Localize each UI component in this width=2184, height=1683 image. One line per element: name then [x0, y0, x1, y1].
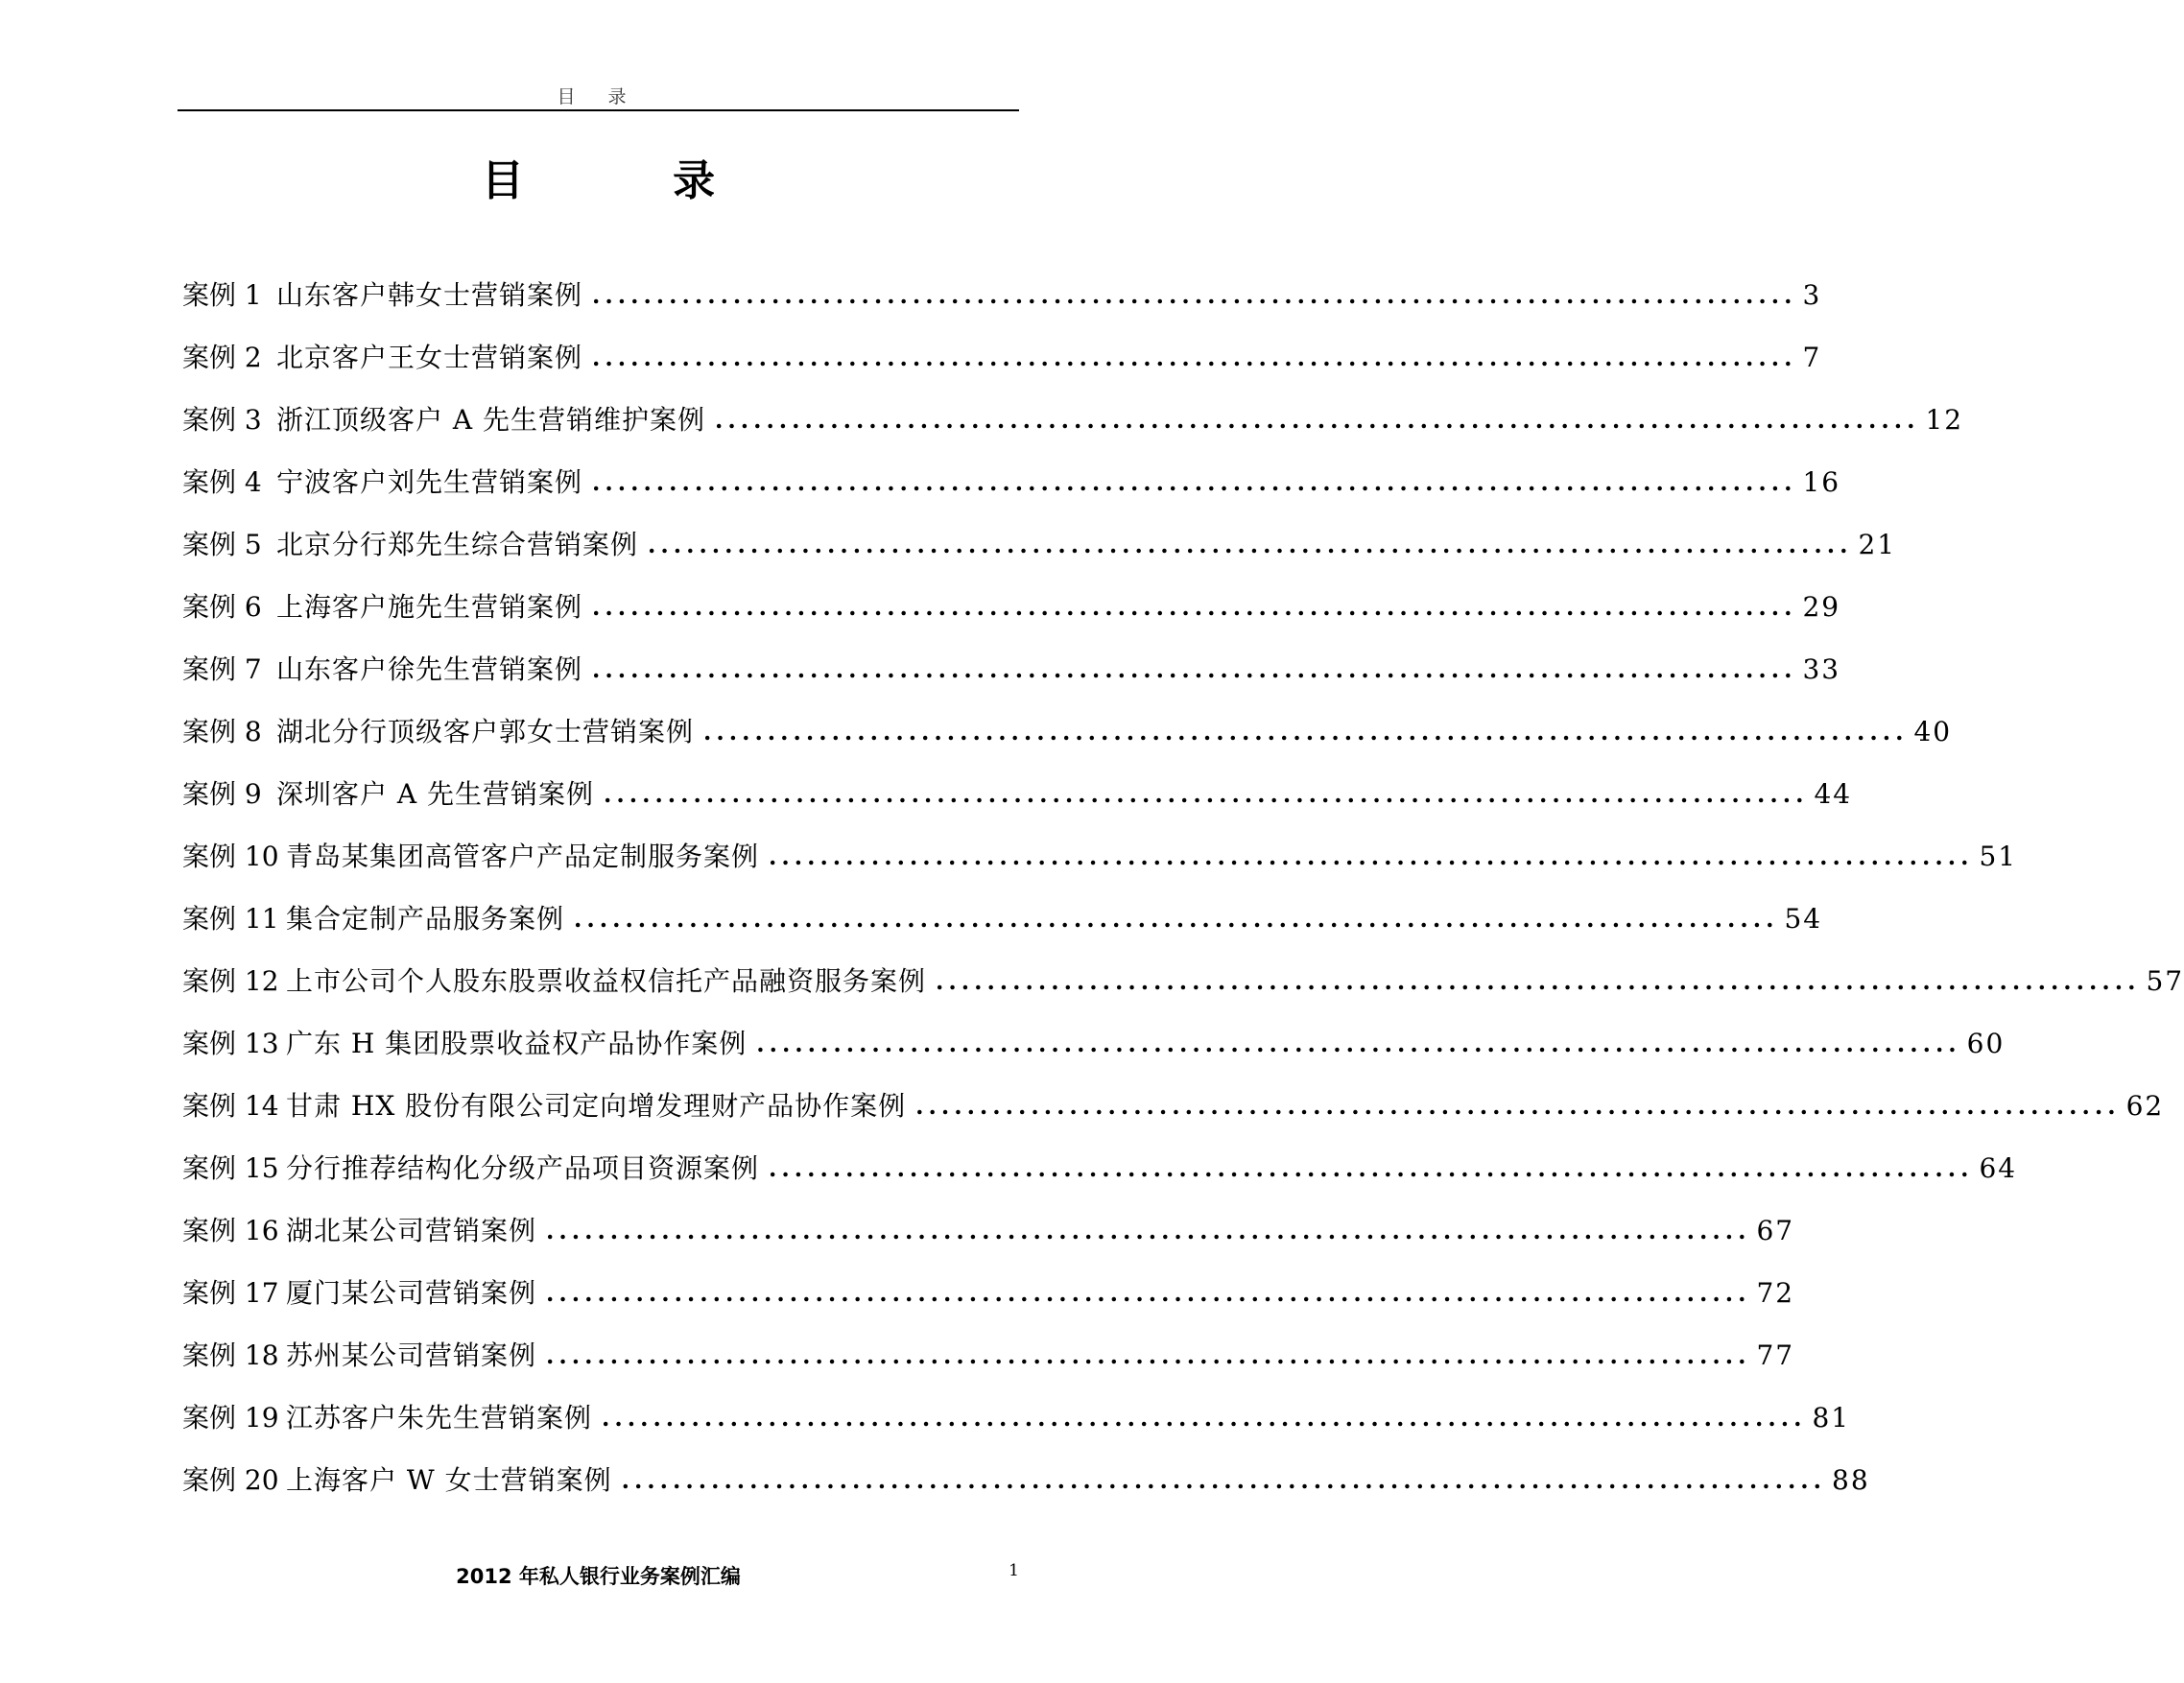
- table-of-contents: [182, 276, 2184, 1524]
- toc-leader-dots: ..............................................................................................: [574, 905, 1779, 933]
- toc-entry-title: 分行推荐结构化分级产品项目资源案例: [286, 1152, 760, 1184]
- toc-entry-title: 青岛某集团高管客户产品定制服务案例: [286, 841, 760, 872]
- toc-entry-number: 案例 3: [182, 404, 262, 436]
- toc-entry[interactable]: [182, 838, 2018, 900]
- toc-entry-title: 湖北某公司营销案例: [286, 1215, 537, 1246]
- toc-leader-dots: ..............................................................................................: [936, 967, 2141, 995]
- toc-entry-number: 案例 13: [182, 1028, 279, 1059]
- toc-leader-dots: ..............................................................................................: [915, 1092, 2121, 1120]
- toc-entry-page: 88: [1832, 1464, 1870, 1496]
- toc-entry-title: 湖北分行顶级客户郭女士营销案例: [276, 716, 695, 747]
- toc-entry-page: 44: [1814, 778, 1853, 810]
- toc-leader-dots: ..............................................................................................: [592, 281, 1797, 309]
- toc-entry-page: 3: [1802, 279, 1822, 311]
- toc-entry-title: 甘肃 HX 股份有限公司定向增发理财产品协作案例: [286, 1090, 907, 1122]
- toc-entry-title: 上海客户施先生营销案例: [276, 591, 583, 623]
- toc-entry-page: 54: [1784, 903, 1823, 935]
- toc-entry-number: 案例 8: [182, 716, 262, 747]
- toc-leader-dots: ..............................................................................................: [546, 1279, 1751, 1307]
- toc-entry-number: 案例 10: [182, 841, 279, 872]
- toc-entry-number: 案例 2: [182, 342, 262, 373]
- toc-entry-title: 厦门某公司营销案例: [286, 1277, 537, 1309]
- toc-entry-page: 33: [1802, 653, 1841, 685]
- toc-entry[interactable]: [182, 1337, 1795, 1399]
- toc-entry-number: 案例 4: [182, 466, 262, 498]
- toc-entry-page: 7: [1802, 342, 1822, 373]
- toc-leader-dots: ..............................................................................................: [546, 1217, 1751, 1244]
- toc-entry-page: 12: [1925, 404, 1964, 436]
- toc-entry-number: 案例 15: [182, 1152, 279, 1184]
- toc-entry-title: 集合定制产品服务案例: [286, 903, 565, 935]
- toc-leader-dots: ..............................................................................................: [756, 1030, 1961, 1057]
- toc-entry-number: 案例 16: [182, 1215, 279, 1246]
- toc-entry[interactable]: [182, 962, 2184, 1025]
- toc-entry-page: 64: [1979, 1152, 2018, 1184]
- toc-entry-title: 深圳客户 A 先生营销案例: [276, 778, 595, 810]
- toc-entry-number: 案例 19: [182, 1402, 279, 1434]
- toc-entry-title: 宁波客户刘先生营销案例: [276, 466, 583, 498]
- toc-leader-dots: ..............................................................................................: [546, 1341, 1751, 1369]
- toc-entry-title: 北京分行郑先生综合营销案例: [276, 529, 639, 560]
- toc-entry-page: 60: [1966, 1028, 2006, 1059]
- toc-entry[interactable]: [182, 651, 1841, 713]
- toc-entry[interactable]: [182, 1399, 1851, 1461]
- toc-entry-number: 案例 7: [182, 653, 262, 685]
- toc-entry-title: 上市公司个人股东股票收益权信托产品融资服务案例: [286, 965, 927, 997]
- toc-entry[interactable]: [182, 900, 1823, 962]
- toc-entry[interactable]: [182, 339, 1822, 401]
- toc-entry-page: 67: [1756, 1215, 1795, 1246]
- toc-entry-page: 29: [1802, 591, 1841, 623]
- toc-leader-dots: ..............................................................................................: [592, 344, 1797, 371]
- toc-entry-page: 81: [1812, 1402, 1851, 1434]
- toc-leader-dots: ..............................................................................................: [592, 655, 1797, 683]
- running-header: 目 录: [557, 86, 640, 107]
- toc-leader-dots: ..............................................................................................: [648, 531, 1853, 558]
- toc-entry-number: 案例 6: [182, 591, 262, 623]
- toc-entry-title: 广东 H 集团股票收益权产品协作案例: [286, 1028, 748, 1059]
- toc-entry[interactable]: [182, 401, 1964, 463]
- toc-entry-page: 51: [1979, 841, 2018, 872]
- toc-leader-dots: ..............................................................................................: [592, 468, 1797, 496]
- toc-entry-title: 山东客户韩女士营销案例: [276, 279, 583, 311]
- toc-leader-dots: ..............................................................................................: [602, 1404, 1807, 1432]
- header-divider: [178, 109, 1019, 111]
- toc-entry-title: 北京客户王女士营销案例: [276, 342, 583, 373]
- toc-entry-title: 山东客户徐先生营销案例: [276, 653, 583, 685]
- toc-entry[interactable]: [182, 1461, 1870, 1524]
- toc-entry[interactable]: [182, 588, 1841, 651]
- toc-entry-title: 浙江顶级客户 A 先生营销维护案例: [276, 404, 706, 436]
- toc-entry-number: 案例 17: [182, 1277, 279, 1309]
- toc-entry-number: 案例 1: [182, 279, 262, 311]
- toc-entry-title: 上海客户 W 女士营销案例: [286, 1464, 612, 1496]
- toc-entry-title: 江苏客户朱先生营销案例: [286, 1402, 593, 1434]
- toc-entry-page: 40: [1913, 716, 1953, 747]
- toc-entry-number: 案例 20: [182, 1464, 279, 1496]
- toc-leader-dots: ..............................................................................................: [769, 1154, 1974, 1182]
- toc-entry[interactable]: [182, 1212, 1795, 1274]
- toc-entry[interactable]: [182, 1150, 2018, 1212]
- toc-leader-dots: ..............................................................................................: [592, 593, 1797, 621]
- toc-entry[interactable]: [182, 463, 1841, 526]
- toc-entry[interactable]: [182, 1087, 2165, 1150]
- toc-leader-dots: ..............................................................................................: [703, 718, 1909, 746]
- toc-entry[interactable]: [182, 713, 1953, 775]
- toc-entry-page: 21: [1858, 529, 1897, 560]
- page-number: 1: [1009, 1561, 1019, 1580]
- toc-entry-page: 62: [2125, 1090, 2165, 1122]
- footer-document-title: 2012 年私人银行业务案例汇编: [456, 1565, 741, 1588]
- toc-entry-page: 57: [2146, 965, 2184, 997]
- toc-entry-number: 案例 9: [182, 778, 262, 810]
- toc-leader-dots: ..............................................................................................: [769, 842, 1974, 870]
- toc-entry-number: 案例 11: [182, 903, 279, 935]
- toc-entry[interactable]: [182, 1274, 1795, 1337]
- toc-entry-page: 16: [1802, 466, 1841, 498]
- toc-entry[interactable]: [182, 775, 1853, 838]
- toc-entry-number: 案例 18: [182, 1339, 279, 1371]
- toc-entry[interactable]: [182, 1025, 2006, 1087]
- toc-entry-page: 77: [1756, 1339, 1795, 1371]
- toc-leader-dots: ..............................................................................................: [621, 1466, 1827, 1494]
- toc-entry-page: 72: [1756, 1277, 1795, 1309]
- page-title: 目 录: [481, 156, 783, 205]
- toc-entry[interactable]: [182, 276, 1822, 339]
- toc-entry-title: 苏州某公司营销案例: [286, 1339, 537, 1371]
- toc-entry-number: 案例 14: [182, 1090, 279, 1122]
- toc-entry-number: 案例 5: [182, 529, 262, 560]
- toc-entry-number: 案例 12: [182, 965, 279, 997]
- toc-entry[interactable]: [182, 526, 1897, 588]
- toc-leader-dots: ..............................................................................................: [604, 780, 1809, 808]
- toc-leader-dots: ..............................................................................................: [715, 406, 1920, 434]
